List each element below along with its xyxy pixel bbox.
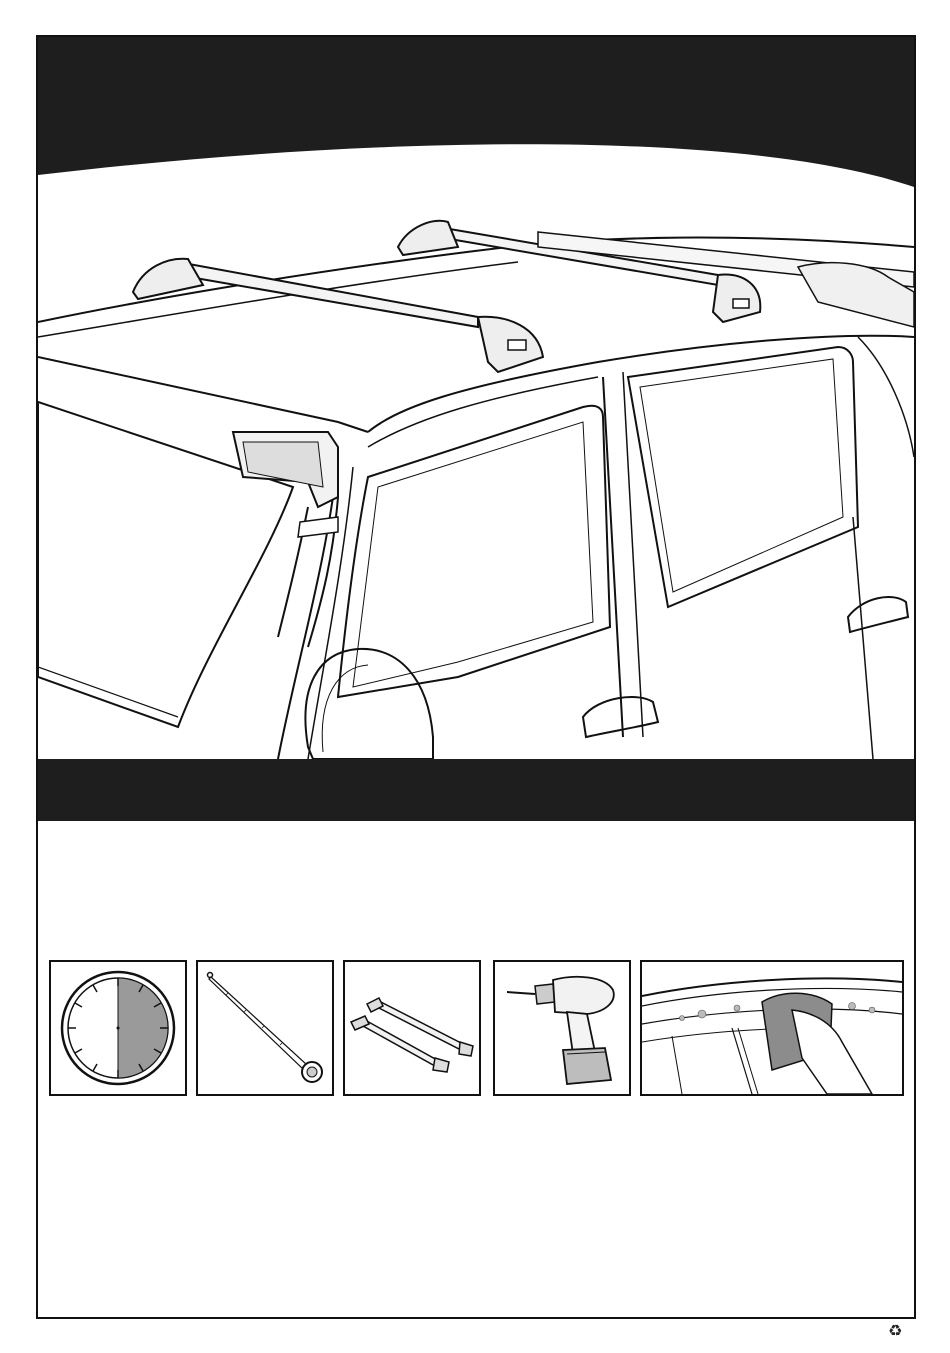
recycle-icon: ♻ [888,1321,903,1340]
measuring-tape-icon [196,960,334,1096]
cordless-drill-icon [493,960,631,1096]
clock-icon [49,960,187,1096]
hero-illustration [38,37,914,759]
crossbars-icon [343,960,481,1096]
page-frame [36,35,916,1319]
section-header-band [38,759,914,821]
clean-roof-icon [640,960,904,1096]
